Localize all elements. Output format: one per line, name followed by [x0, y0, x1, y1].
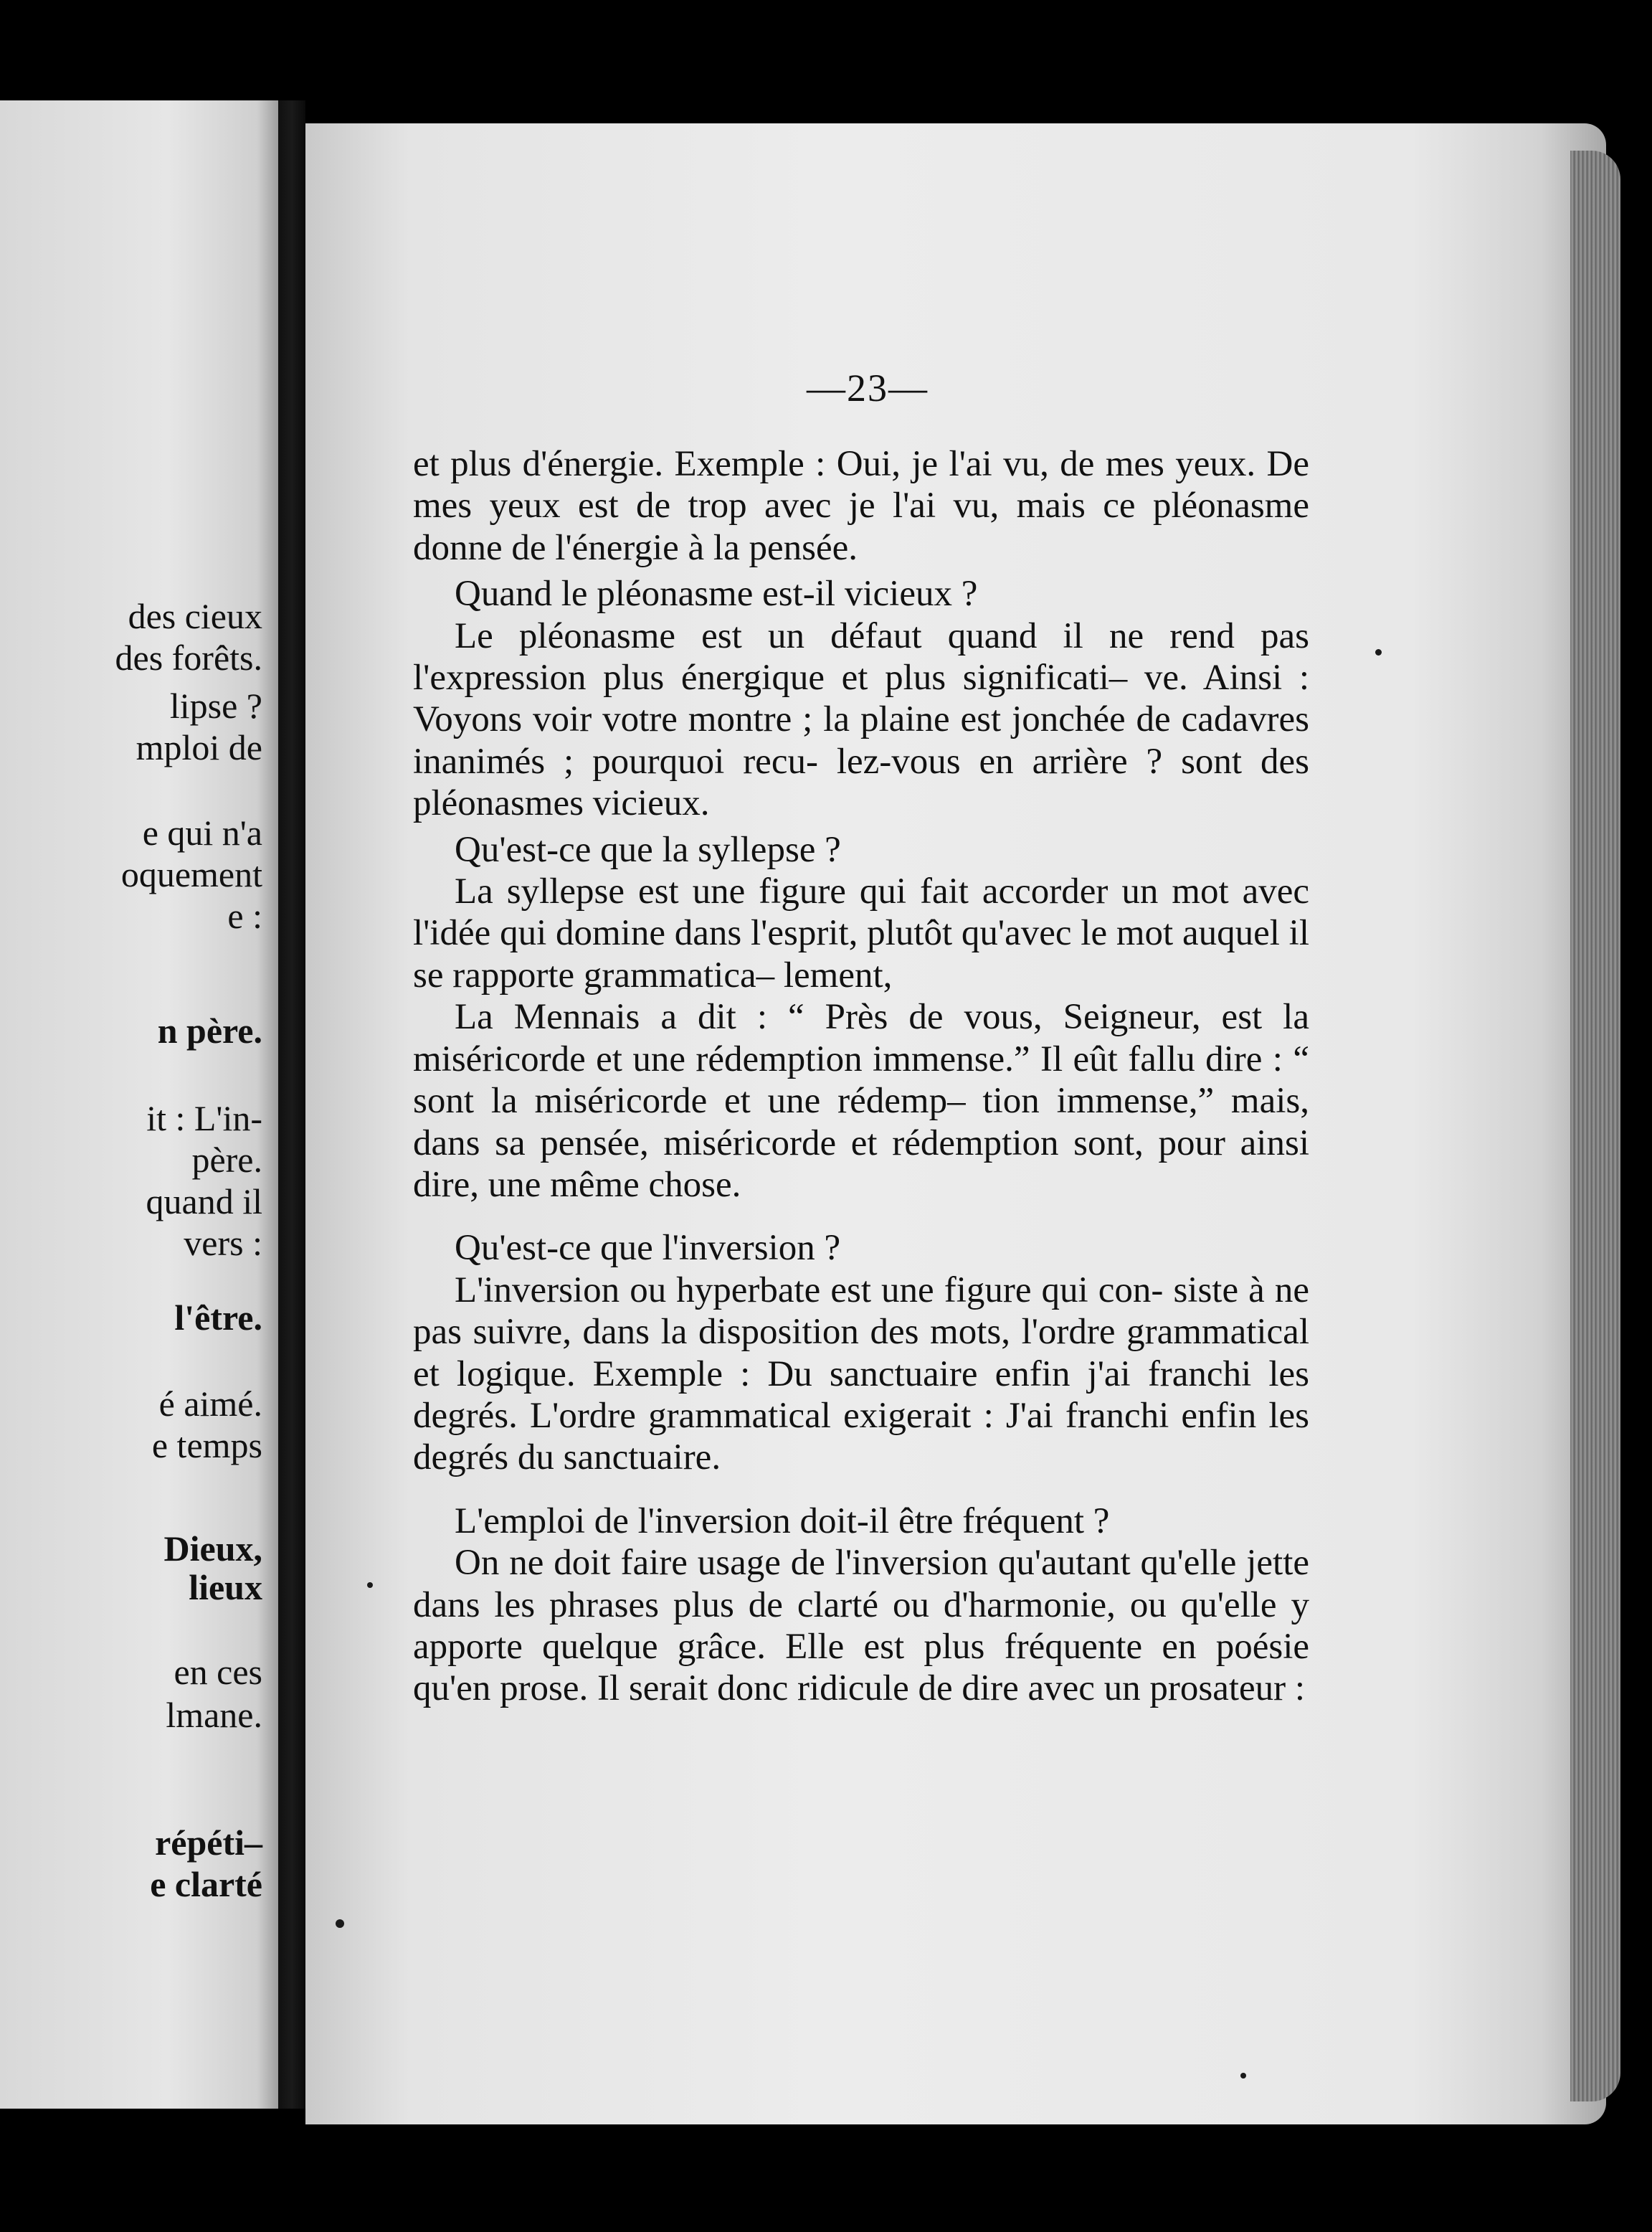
left-page-line: e clarté [150, 1864, 262, 1904]
left-page-line: Dieux, [163, 1528, 262, 1569]
left-page-line: des forêts. [115, 638, 262, 678]
left-page [0, 100, 280, 2109]
left-page-line: e qui n'a [142, 813, 262, 853]
left-page-line: en ces [174, 1652, 262, 1692]
left-page-line: lieux [189, 1567, 262, 1607]
left-page-line: lmane. [166, 1695, 262, 1735]
answer-paragraph: La Mennais a dit : “ Près de vous, Seigneur, est la miséricorde et une rédemption immense.” Il eût fallu dire : “ sont la miséricorde et une rédemp– tion immense,” mais, dans sa pensée, miséricorde et rédemption sont, pour ainsi dire, une même chose. [413, 997, 1309, 1205]
left-page-line: mploi de [136, 727, 262, 767]
question-heading: Qu'est-ce que la syllepse ? [455, 829, 841, 870]
scan-speck [367, 1582, 373, 1588]
book-gutter [278, 100, 305, 2109]
left-page-line: e : [227, 896, 262, 936]
left-page-line: vers : [184, 1223, 262, 1263]
answer-paragraph: Le pléonasme est un défaut quand il ne rend pas l'expression plus énergique et plus significati– ve. Ainsi : Voyons voir votre montre ; la plaine est jonchée de cadavres inanimés ; pourquoi recu- lez-vous en arrière ? sont des pléonasmes vicieux. [413, 615, 1309, 824]
answer-paragraph: La syllepse est une figure qui fait accorder un mot avec l'idée qui domine dans l'esprit, plutôt qu'avec le mot auquel il se rapporte grammatica– lement, [413, 871, 1309, 996]
left-page-line: n père. [157, 1011, 262, 1051]
question-heading: L'emploi de l'inversion doit-il être fréquent ? [455, 1500, 1110, 1541]
left-page-line: l'être. [174, 1297, 262, 1338]
page-body-text [413, 443, 1309, 1710]
paragraph-continuation: et plus d'énergie. Exemple : Oui, je l'ai vu, de mes yeux. De mes yeux est de trop avec je l'ai vu, mais ce pléonasme donne de l'énergie à la pensée. [413, 444, 1309, 568]
answer-paragraph: On ne doit faire usage de l'inversion qu'autant qu'elle jette dans les phrases plus de clarté ou d'harmonie, ou qu'elle y apporte quelque grâce. Elle est plus fréquente en poésie qu'en prose. Il serait donc ridicule de dire avec un prosateur : [413, 1543, 1309, 1709]
left-page-line: père. [191, 1140, 262, 1180]
left-page-line: oquement [120, 854, 262, 894]
answer-paragraph: L'inversion ou hyperbate est une figure qui con- siste à ne pas suivre, dans la disposition des mots, l'ordre grammatical et logique. Exemple : Du sanctuaire enfin j'ai franchi les degrés. L'ordre grammatical exigerait : J'ai franchi enfin les degrés du sanctuaire. [413, 1269, 1309, 1478]
scan-speck [336, 1919, 344, 1928]
page-number: —23— [807, 367, 929, 410]
scan-speck [1375, 649, 1382, 656]
left-page-line: e temps [151, 1425, 262, 1465]
left-page-line: é aimé. [158, 1384, 262, 1424]
left-page-line: quand il [146, 1181, 262, 1221]
left-page-line: des cieux [128, 596, 262, 636]
left-page-line: lipse ? [169, 686, 262, 726]
question-heading: Qu'est-ce que l'inversion ? [455, 1228, 841, 1269]
question-heading: Quand le pléonasme est-il vicieux ? [455, 574, 978, 615]
page-edge [1570, 151, 1620, 2101]
scan-speck [1240, 2073, 1246, 2079]
left-page-line: répéti– [155, 1822, 262, 1863]
left-page-line: it : L'in- [146, 1098, 262, 1138]
